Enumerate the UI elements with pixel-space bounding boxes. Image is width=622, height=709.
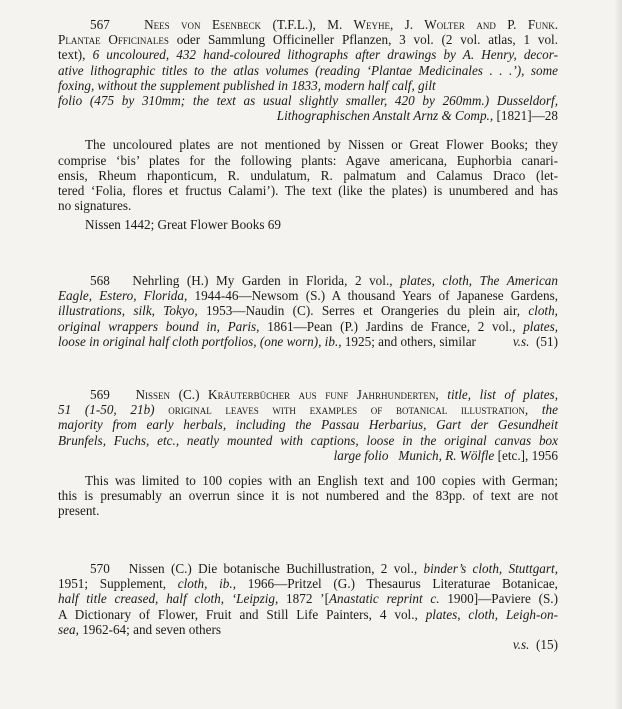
lot-authors: Nees von Esenbeck (T.F.L.), M. Weyhe, J. Wolter and P. Funk.: [144, 17, 559, 32]
lot-number: 567: [90, 17, 110, 32]
lot-569-line-3: majority from early herbals, including the Passau Herbarius, Gart der Gesundheit: [58, 417, 558, 433]
lot-567-line-4: ative lithographic titles to the atlas volumes (reading ‘Plantae Medicinales . . .’), some: [58, 62, 558, 78]
lot-570-line-1: 570 Nissen (C.) Die botanische Buchillustration, 2 vol., binder’s cloth, Stuttgart,: [90, 561, 558, 576]
lot-569-note: This was limited to 100 copies with an English text and 100 copies with German; this is presumably an overrun since it is not numbered and the 83pp. of text are not present.: [58, 473, 558, 519]
lot-567-line-6: folio (475 by 310mm; the text as usual slightly smaller, 420 by 260mm.) Dusseldorf,: [58, 93, 558, 109]
lot-567-line-2: Plantae Officinales oder Sammlung Officineller Pflanzen, 3 vol. (2 vol. atlas, 1 vol.: [58, 32, 558, 48]
lot-567-reference: Nissen 1442; Great Flower Books 69: [85, 217, 281, 233]
lot-569-line-2: 51 (1-50, 21b) original leaves with examples of botanical illustration, the: [58, 402, 558, 418]
lot-567-note: The uncoloured plates are not mentioned by Nissen or Great Flower Books; they comprise ‘bis’ plates for the following plants: Agave americana, Euphorbia canari- ensis, Rheum rhaponticum, R. undulatum, R. palmatum and Calamus Draco (let- tered ‘Folia, flores et fructus Calami’). The text (like the plates) is unumbered and has no signatures.: [58, 137, 558, 214]
lot-number: 570: [90, 561, 110, 576]
lot-568: [58, 273, 558, 349]
lot-570-line-3: half title creased, half cloth, ‘Leipzig, 1872 ’[Anastatic reprint c. 1900]—Paviere (S.): [58, 591, 558, 607]
lot-570-count-line: [58, 637, 558, 652]
lot-569-imprint: large folio Munich, R. Wölfle [etc.], 1956: [333, 447, 558, 463]
lot-number: 568: [90, 273, 110, 288]
page-edge-shadow: [614, 0, 622, 709]
vs-mark: v.s.: [512, 333, 530, 349]
lot-568-line-1: 568 Nehrling (H.) My Garden in Florida, 2 vol., plates, cloth, The American: [90, 273, 558, 288]
lot-567-line-3: text), 6 uncoloured, 432 hand-coloured lithographs after drawings by A. Henry, decor-: [58, 47, 558, 63]
lot-count: (15): [536, 637, 558, 653]
lot-568-line-3: illustrations, silk, Tokyo, 1953—Naudin (C). Serres et Orangeries du plein air, cloth,: [58, 303, 558, 319]
lot-570: [58, 561, 558, 652]
lot-569-line-1: 569 Nissen (C.) Kräuterbücher aus funf Jahrhunderten, title, list of plates,: [90, 387, 558, 402]
lot-number: 569: [90, 387, 110, 402]
lot-568-line-2: Eagle, Estero, Florida, 1944-46—Newsom (S.) A thousand Years of Japanese Gardens,: [58, 288, 559, 304]
lot-568-line-4: original wrappers bound in, Paris, 1861—Pean (P.) Jardins de France, 2 vol., plates,: [58, 318, 559, 334]
lot-570-line-4: A Dictionary of Flower, Fruit and Still Life Painters, 4 vol., plates, cloth, Leigh-on-: [58, 606, 558, 622]
lot-count: (51): [536, 333, 558, 349]
lot-567-imprint: Lithographischen Anstalt Arnz & Comp., [1821]—28: [276, 108, 558, 124]
lot-570-line-2: 1951; Supplement, cloth, ib., 1966—Pritzel (G.) Thesaurus Literaturae Botanicae,: [58, 576, 558, 592]
lot-569: [58, 387, 558, 519]
lot-567-line-1: [58, 17, 558, 32]
lot-569-line-4: Brunfels, Fuchs, etc., neatly mounted with captions, loose in the original canvas box: [58, 432, 558, 448]
lot-567: [58, 17, 558, 233]
lot-570-line-5: sea, 1962-64; and seven others: [58, 621, 221, 637]
vs-mark: v.s.: [512, 637, 530, 653]
lot-568-line-5: loose in original half cloth portfolios, (one worn), ib., 1925; and others, similar v.s. (51): [58, 333, 558, 349]
lot-567-line-5: foxing, without the supplement published in 1833, modern half calf, gilt: [58, 77, 436, 93]
